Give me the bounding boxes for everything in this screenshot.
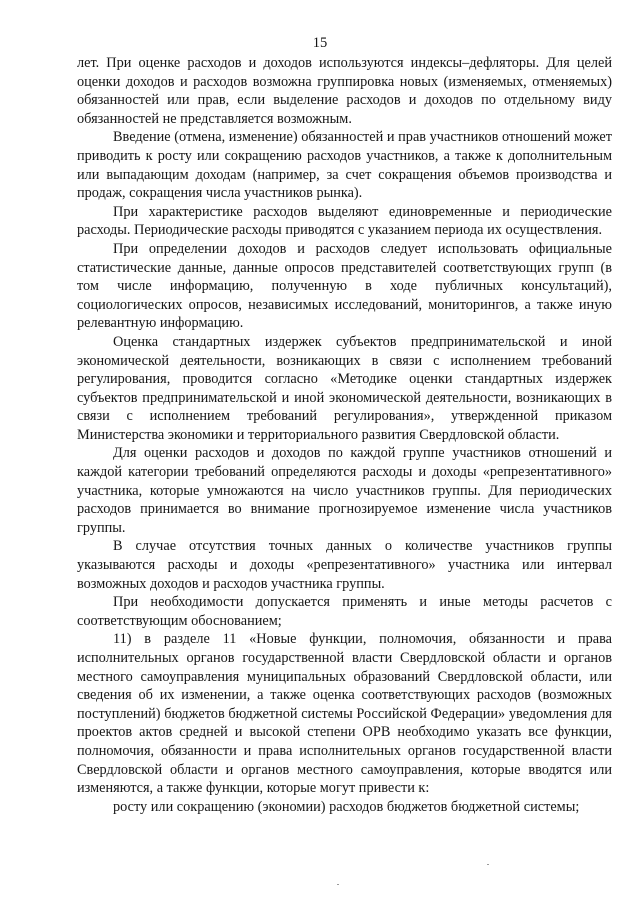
paragraph-2: Введение (отмена, изменение) обязанностей и прав участников отношений может приводить к росту или сокращению расходов участников, а также к дополнительным или выпадающим доходам (например, за счет сокращения объемов производства и продаж, сокращения числа участников рынка). <box>77 129 612 202</box>
page-number: 15 <box>312 35 328 51</box>
paragraph-8: При необходимости допускается применять и иные методы расчетов с соответствующим обоснованием; <box>77 594 612 629</box>
paragraph-3: При характеристике расходов выделяют единовременные и периодические расходы. Периодические расходы приводятся с указанием периода их осуществления. <box>77 203 612 239</box>
paragraph-1: лет. При оценке расходов и доходов используются индексы–дефляторы. Для целей оценки доходов и расходов возможна группировка новых (изменяемых, отменяемых) обязанностей или прав, если выделение расходов и доходов по отдельному виду обязанностей не представляется возможным. <box>77 55 612 127</box>
document-body <box>77 54 612 816</box>
scan-speck <box>487 864 489 865</box>
paragraph-10: росту или сокращению (экономии) расходов бюджетов бюджетной системы; <box>113 798 580 815</box>
paragraph-9: 11) в разделе 11 «Новые функции, полномочия, обязанности и права исполнительных органов государственной власти Свердловской области и органов местного самоуправления муниципальных образований Свердловской области, или сведения об их изменении, а также оценка соответствующих расходов (возможных поступлений) бюджетов бюджетной системы Российской Федерации» уведомления для проектов актов средней и высокой степени ОРВ необходимо указать все функции, полномочия, обязанности и права исполнительных органов государственной власти Свердловской области и органов местного самоуправления, которые вводятся или изменяются, а также функции, которые могут привести к: <box>77 631 612 797</box>
scan-speck <box>337 884 339 885</box>
paragraph-5: Оценка стандартных издержек субъектов предпринимательской и иной экономической деятельности, возникающих в связи с исполнением требований регулирования, проводится согласно «Методике оценки стандартных издержек субъектов предпринимательской и иной экономической деятельности, возникающих в связи с исполнением требований регулирования», утвержденной приказом Министерства экономики и территориального развития Свердловской области. <box>77 333 612 443</box>
paragraph-6: Для оценки расходов и доходов по каждой группе участников отношений и каждой категории требований определяются расходы и доходы «репрезентативного» участника, которые умножаются на число участников группы. Для периодических расходов принимается во внимание прогнозируемое изменение числа участников группы. <box>77 445 612 536</box>
paragraph-7: В случае отсутствия точных данных о количестве участников группы указываются расходы и доходы «репрезентативного» участника или интервал возможных доходов и расходов участника группы. <box>77 538 612 592</box>
paragraph-4: При определении доходов и расходов следует использовать официальные статистические данные, данные опросов представителей соответствующих групп (в том числе информацию, полученную в ходе публичных консультаций), социологических опросов, независимых исследований, мониторингов, а также иную релевантную информацию. <box>77 240 612 332</box>
